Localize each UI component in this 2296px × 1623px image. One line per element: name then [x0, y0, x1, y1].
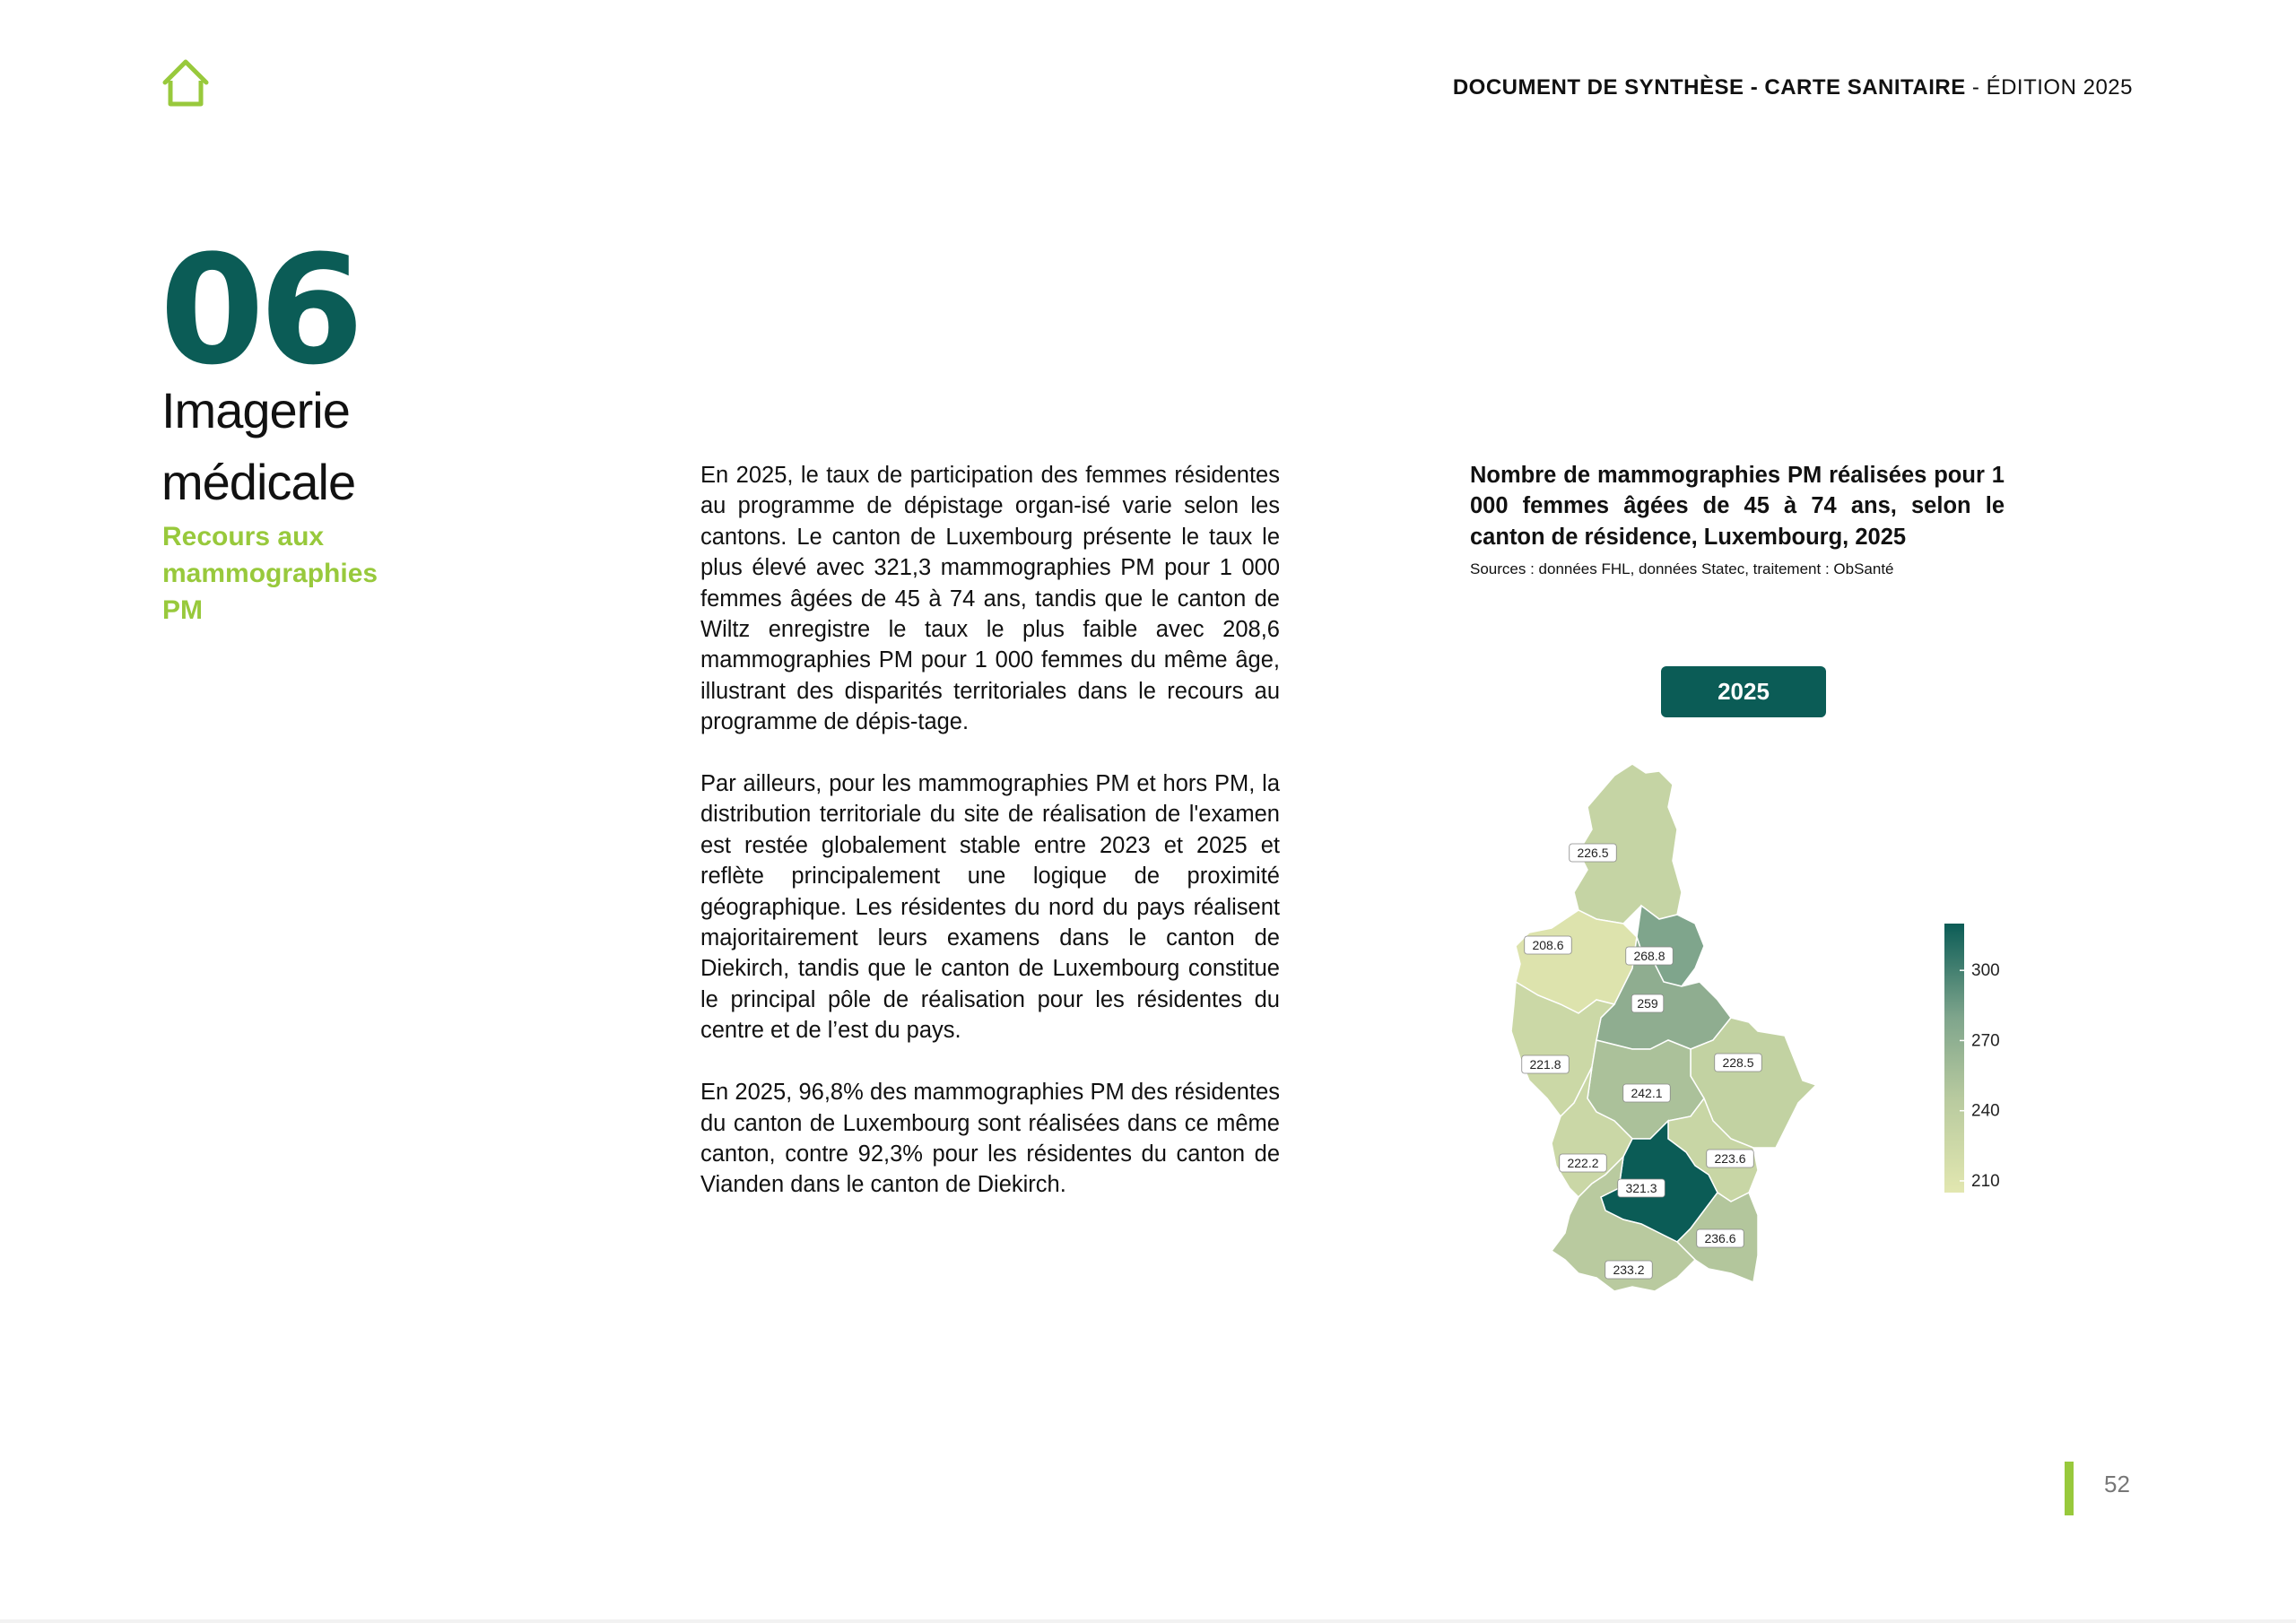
canton-value-label — [1560, 1154, 1607, 1172]
svg-text:208.6: 208.6 — [1532, 938, 1564, 952]
canton-value-label — [1605, 1261, 1653, 1279]
svg-text:242.1: 242.1 — [1631, 1086, 1663, 1100]
svg-text:236.6: 236.6 — [1704, 1231, 1736, 1245]
paragraph: En 2025, le taux de participation des femmes résidentes au programme de dépistage organ-isé varie selon les cantons. Le canton de Luxembourg présente le taux le plus élevé avec 321,3 mammographies PM pour 1 000 femmes âgées de 45 à 74 ans, tandis que le canton de Wiltz enregistre le taux le plus faible avec 208,6 mammographies PM pour 1 000 femmes du même âge, illustrant des disparités territoriales dans le recours au programme de dépis-tage. — [700, 463, 1280, 735]
section-number: 06 — [160, 222, 359, 398]
canton-value-label — [1707, 1150, 1754, 1167]
svg-text:210: 210 — [1971, 1171, 2000, 1191]
canton-value-label — [1626, 947, 1674, 965]
paragraph: Par ailleurs, pour les mammographies PM et hors PM, la distribution territoriale du site de réalisation de l'examen est restée globalement stable entre 2023 et 2025 et reflète principalement une logique de proximité géographique. Les résidentes du nord du pays réalisent majoritairement leurs examens dans le canton de Diekirch, tandis que le canton de Luxembourg constitue le principal pôle de réalisation pour les résidentes du centre et de l’est du pays. — [700, 771, 1280, 1044]
canton-value-label — [1525, 936, 1572, 954]
page-bottom-border — [0, 1619, 2296, 1623]
color-legend — [1937, 915, 2045, 1202]
svg-text:223.6: 223.6 — [1714, 1151, 1746, 1166]
page-number-bar — [2065, 1462, 2074, 1515]
svg-text:240: 240 — [1971, 1101, 2000, 1121]
header-title-edition: - ÉDITION 2025 — [1965, 75, 2133, 100]
canton-value-label — [1631, 994, 1664, 1012]
home-icon[interactable] — [161, 57, 210, 109]
choropleth-map — [1489, 744, 1955, 1354]
svg-text:233.2: 233.2 — [1613, 1263, 1645, 1277]
paragraph: En 2025, 96,8% des mammographies PM des résidentes du canton de Luxembourg sont réalisées dans ce même canton, contre 92,3% pour les résidentes du canton de Vianden dans le canton de Diekirch. — [700, 1080, 1280, 1198]
svg-text:268.8: 268.8 — [1633, 949, 1665, 963]
header-title-bold: DOCUMENT DE SYNTHÈSE - CARTE SANITAIRE — [1452, 75, 1966, 100]
svg-text:228.5: 228.5 — [1722, 1055, 1754, 1070]
section-subtitle: Recours aux mammographies PM — [162, 522, 378, 625]
canton-value-label — [1623, 1084, 1671, 1102]
section-title: Imagerie médicale — [161, 382, 356, 510]
svg-text:270: 270 — [1971, 1031, 2000, 1051]
canton-value-label — [1570, 844, 1617, 862]
canton-value-label — [1715, 1054, 1762, 1072]
legend-color-bar — [1944, 924, 1964, 1193]
legend-tick — [1960, 1102, 2000, 1121]
svg-text:321.3: 321.3 — [1625, 1181, 1657, 1195]
legend-tick — [1960, 961, 2000, 980]
body-text — [700, 460, 1280, 1231]
document-header — [1453, 75, 2133, 100]
canton-value-label — [1697, 1229, 1744, 1247]
year-badge: 2025 — [1661, 666, 1826, 717]
legend-tick — [1960, 1031, 2000, 1050]
chart-title: Nombre de mammographies PM réalisées pour 1 000 femmes âgées de 45 à 74 ans, selon le canton de résidence, Luxembourg, 2025 — [1470, 463, 2005, 550]
svg-text:300: 300 — [1971, 961, 2000, 981]
canton-value-label — [1522, 1055, 1570, 1073]
canton-value-label — [1618, 1179, 1665, 1197]
svg-text:221.8: 221.8 — [1529, 1057, 1561, 1072]
svg-text:226.5: 226.5 — [1577, 846, 1609, 860]
legend-tick — [1960, 1172, 2000, 1191]
svg-text:259: 259 — [1637, 996, 1658, 1011]
svg-text:222.2: 222.2 — [1567, 1156, 1599, 1170]
page-number: 52 — [2104, 1471, 2130, 1497]
chart-source: Sources : données FHL, données Statec, traitement : ObSanté — [1470, 560, 1894, 577]
